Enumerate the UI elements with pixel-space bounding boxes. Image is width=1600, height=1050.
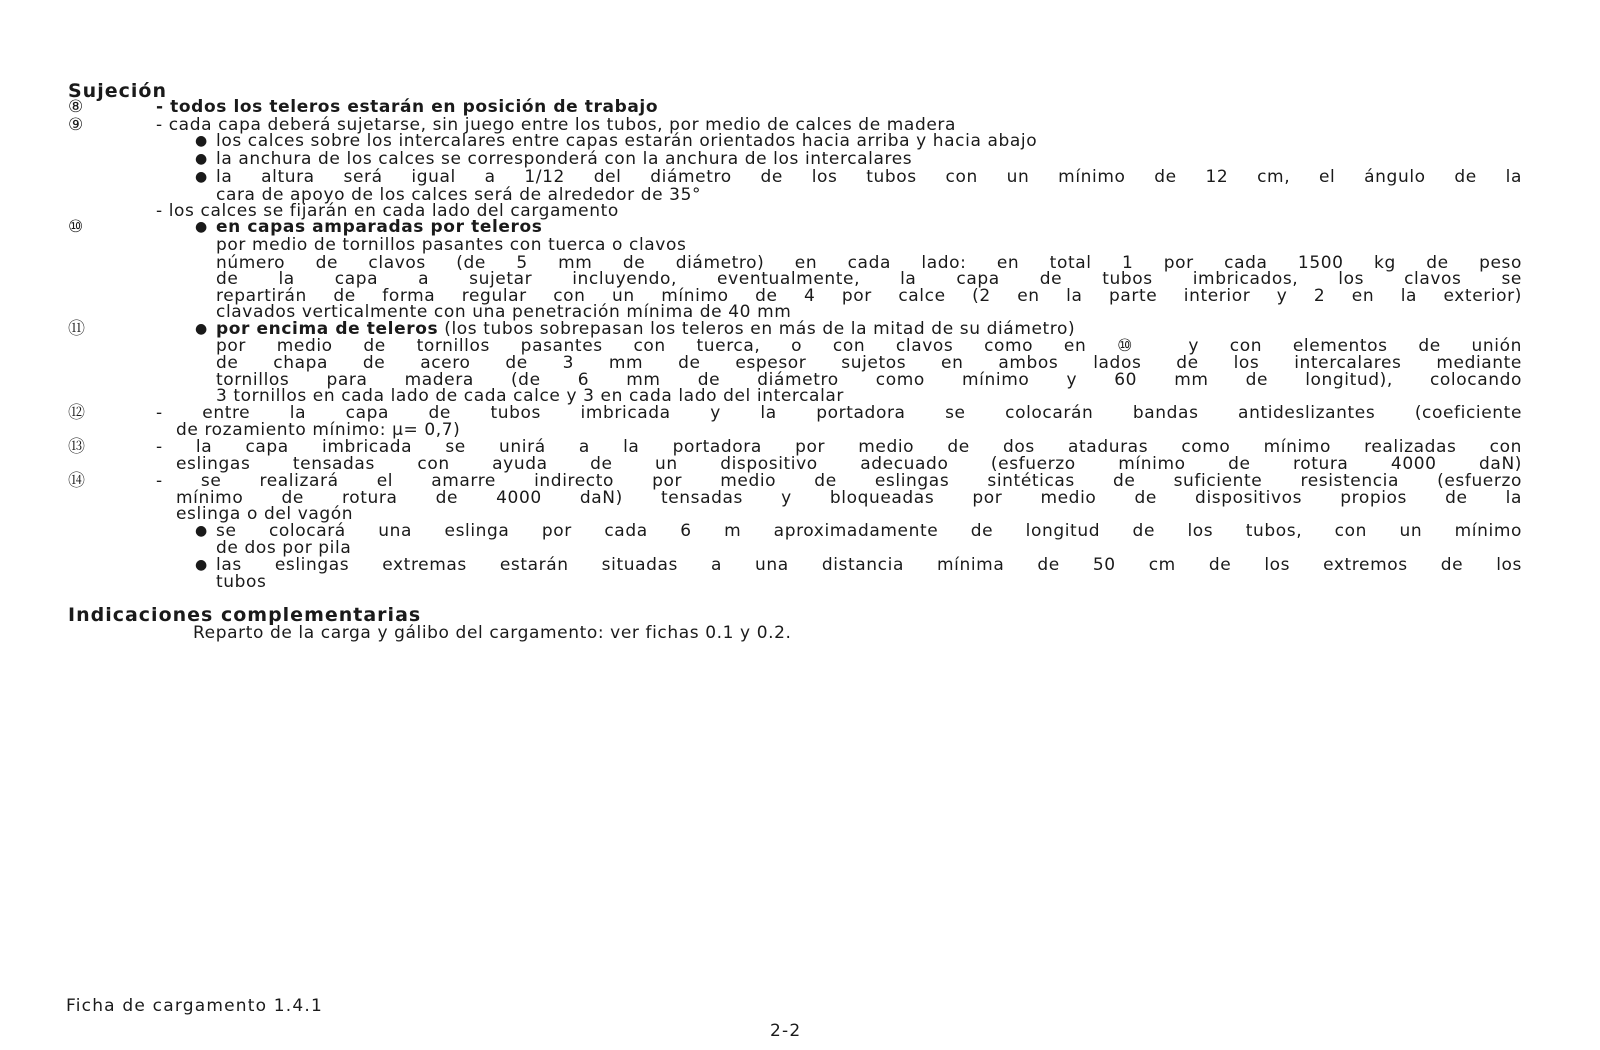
line-text: - se realizará el amarre indirecto por medio de eslingas sintéticas de suficiente resistencia (esfuerzo <box>156 472 1522 490</box>
line-text: de dos por pila <box>216 538 352 558</box>
line-text: cara de apoyo de los calces será de alrededor de 35° <box>216 185 702 205</box>
continuation-line <box>0 337 1600 355</box>
clause-11 <box>0 320 1600 338</box>
line-text: 3 tornillos en cada lado de cada calce y 3 en cada lado del intercalar <box>216 386 845 406</box>
line-text: - todos los teleros estarán en posición de trabajo <box>156 97 659 117</box>
bullet-icon: ● <box>195 169 208 185</box>
footer-ficha: Ficha de cargamento 1.4.1 <box>66 996 324 1016</box>
line-text: - la capa imbricada se unirá a la portadora por medio de dos ataduras como mínimo realizadas con <box>156 438 1522 456</box>
marker-9: ⑨ <box>68 115 84 135</box>
marker-12: ⑫ <box>68 403 85 423</box>
line-text <box>216 320 1075 338</box>
clause-10 <box>0 218 1600 236</box>
line-text: repartirán de forma regular con un mínimo de 4 por calce (2 en la parte interior y 2 en la exterior) <box>216 287 1522 305</box>
marker-13: ⑬ <box>68 437 85 457</box>
line-text: - cada capa deberá sujetarse, sin juego entre los tubos, por medio de calces de madera <box>156 115 956 135</box>
line-text: la anchura de los calces se corresponderá con la anchura de los intercalares <box>216 149 913 169</box>
marker-8: ⑧ <box>68 97 84 117</box>
line-text: eslingas tensadas con ayuda de un dispositivo adecuado (esfuerzo mínimo de rotura 4000 daN) <box>176 455 1522 473</box>
continuation-line <box>0 387 1600 405</box>
line-text: las eslingas extremas estarán situadas a una distancia mínima de 50 cm de los extremos de los <box>216 556 1522 574</box>
continuation-line <box>0 421 1600 439</box>
section-title-sujecion: Sujeción <box>68 80 167 102</box>
continuation-line <box>0 539 1600 557</box>
clause-8 <box>0 98 1600 116</box>
line-text: de la capa a sujetar incluyendo, eventualmente, la capa de tubos imbricados, los clavos se <box>216 270 1522 288</box>
line-text: tubos <box>216 572 267 592</box>
line-text: número de clavos (de 5 mm de diámetro) en cada lado: en total 1 por cada 1500 kg de peso <box>216 254 1522 272</box>
marker-11: ⑪ <box>68 319 85 339</box>
continuation-line <box>0 505 1600 523</box>
list-item <box>0 132 1600 150</box>
line-text: tornillos para madera (de 6 mm de diámetro como mínimo y 60 mm de longitud), colocando <box>216 371 1522 389</box>
continuation-line <box>0 270 1600 288</box>
page-number: 2-2 <box>770 1021 802 1041</box>
line-text: - los calces se fijarán en cada lado del cargamento <box>156 201 619 221</box>
bold-phrase: por encima de teleros <box>216 319 439 339</box>
line-text: - entre la capa de tubos imbricada y la portadora se colocarán bandas antideslizantes (coeficiente <box>156 404 1522 422</box>
line-text: eslinga o del vagón <box>176 504 354 524</box>
bullet-icon: ● <box>195 219 208 235</box>
clause-14 <box>0 472 1600 490</box>
line-text: Reparto de la carga y gálibo del cargamento: ver fichas 0.1 y 0.2. <box>193 623 792 643</box>
continuation-line <box>0 455 1600 473</box>
line-text: de chapa de acero de 3 mm de espesor sujetos en ambos lados de los intercalares mediante <box>216 354 1522 372</box>
marker-14: ⑭ <box>68 471 85 491</box>
complementarias-text <box>0 624 1600 642</box>
bullet-icon: ● <box>195 133 208 149</box>
continuation-line <box>0 573 1600 591</box>
bullet-icon: ● <box>195 151 208 167</box>
continuation-line <box>0 236 1600 254</box>
marker-10: ⑩ <box>68 217 84 237</box>
line-rest: (los tubos sobrepasan los teleros en más de la mitad de su diámetro) <box>438 319 1076 339</box>
line-text: clavados verticalmente con una penetración mínima de 40 mm <box>216 302 792 322</box>
line-text: mínimo de rotura de 4000 daN) tensadas y bloqueadas por medio de dispositivos propios de la <box>176 489 1522 507</box>
line-text: la altura será igual a 1/12 del diámetro de los tubos con un mínimo de 12 cm, el ángulo de la <box>216 168 1522 186</box>
line-text: por medio de tornillos pasantes con tuerca, o con clavos como en ⑩ y con elementos de unión <box>216 337 1522 355</box>
continuation-line <box>0 354 1600 372</box>
line-text: en capas amparadas por teleros <box>216 217 543 237</box>
bullet-icon: ● <box>195 557 208 573</box>
line-text: por medio de tornillos pasantes con tuerca o clavos <box>216 235 687 255</box>
bullet-icon: ● <box>195 321 208 337</box>
list-item <box>0 168 1600 186</box>
line-text: se colocará una eslinga por cada 6 m aproximadamente de longitud de los tubos, con un mínimo <box>216 522 1522 540</box>
line-text: los calces sobre los intercalares entre capas estarán orientados hacia arriba y hacia abajo <box>216 131 1038 151</box>
list-item <box>0 150 1600 168</box>
line-text: de rozamiento mínimo: µ= 0,7) <box>176 420 461 440</box>
clause-13 <box>0 438 1600 456</box>
section-title-complementarias: Indicaciones complementarias <box>68 604 422 626</box>
bullet-icon: ● <box>195 523 208 539</box>
